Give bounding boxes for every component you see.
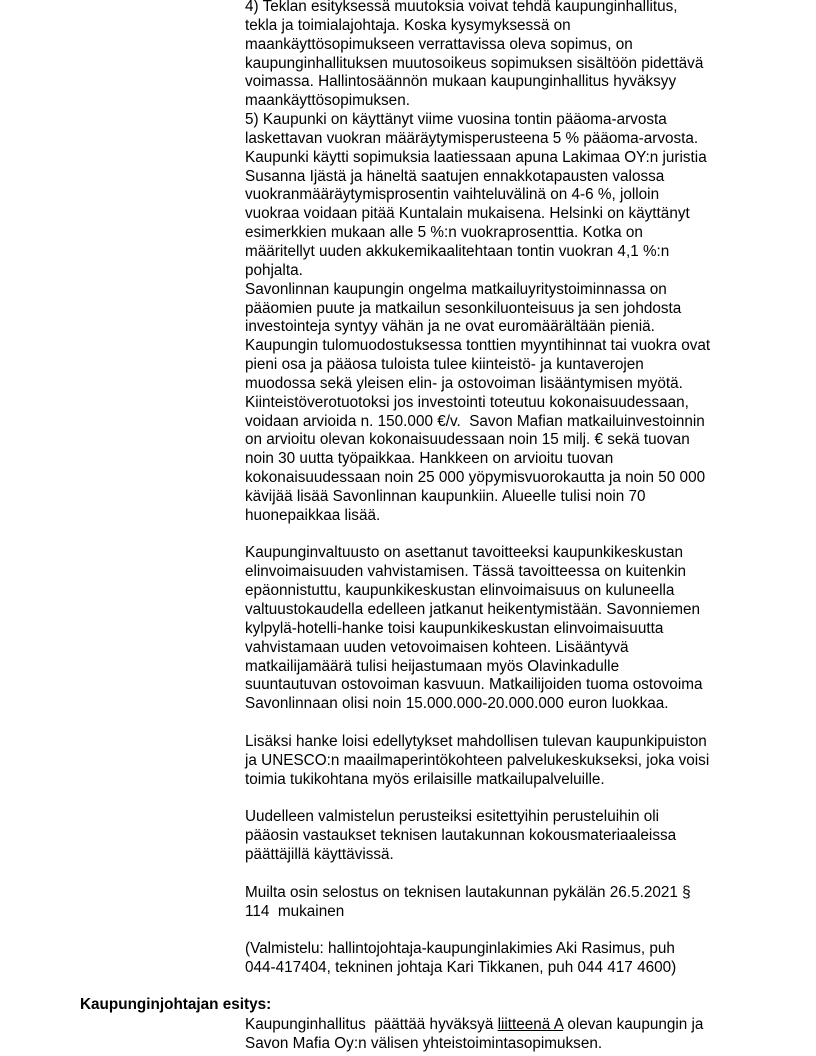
text-line: Uudelleen valmistelun perusteiksi esitettyihin perusteluihin oli: [245, 808, 660, 826]
text-line: investointeja syntyy vähän ja ne ovat euromäärältään pieniä.: [245, 318, 655, 336]
text-line: Muilta osin selostus on teknisen lautakunnan pykälän 26.5.2021 §: [245, 883, 691, 901]
text-line: Kaupungin tulomuodostuksessa tonttien myyntihinnat tai vuokra ovat: [245, 337, 711, 355]
paragraph-city-centre-vitality: [245, 544, 745, 714]
text-line: 044-417404, tekninen johtaja Kari Tikkanen, puh 044 417 4600): [245, 959, 677, 977]
text-line: laskettavan vuokran määräytymisperusteena 5 % pääoma-arvosta.: [245, 129, 699, 147]
paragraph-spacer: [245, 714, 745, 733]
document-body: [245, 0, 745, 978]
text-line: pieni osa ja pääosa tuloista tulee kiinteistö- ja kuntaverojen: [245, 356, 644, 374]
proposal-text-before-link: Kaupunginhallitus päättää hyväksyä: [245, 1016, 498, 1033]
text-line: on arvioitu olevan kokonaisuudessaan noin 15 milj. € sekä tuovan: [245, 431, 690, 449]
text-line: muodossa sekä yleisen elin- ja ostovoiman lisääntymisen myötä.: [245, 374, 683, 392]
paragraph-spacer: [245, 526, 745, 545]
text-line: pääosin vastaukset teknisen lautakunnan kokousmateriaaleissa: [245, 827, 677, 845]
text-line: Susanna Ijästä ja häneltä saatujen ennakkotapausten valossa: [245, 167, 665, 185]
text-line: huonepaikkaa lisää.: [245, 506, 381, 524]
text-line: Savonlinnan kaupungin ongelma matkailuyritystoiminnassa on: [245, 280, 667, 298]
proposal-text: [245, 1016, 745, 1054]
text-line: Savonlinnaan olisi noin 15.000.000-20.000.000 euron luokkaa.: [245, 695, 669, 713]
text-line: ja UNESCO:n maailmaperintökohteen palvelukeskukseksi, joka voisi: [245, 751, 710, 769]
text-line: Kaupunki käytti sopimuksia laatiessaan apuna Lakimaa OY:n juristia: [245, 148, 707, 166]
text-line: toimia tukikohtana myös erilaisille matkailupalveluille.: [245, 770, 605, 788]
text-line: 114 mukainen: [245, 902, 345, 920]
text-line: elinvoimaisuuden vahvistamisen. Tässä tavoitteessa on kuitenkin: [245, 563, 687, 581]
paragraph-unesco-service-centre: [245, 733, 745, 790]
text-line: 5) Kaupunki on käyttänyt viime vuosina tontin pääoma-arvosta: [245, 111, 667, 129]
text-line: pääomien puute ja matkailun sesonkiluonteisuus ja sen johdosta: [245, 299, 682, 317]
proposal-text-after-link: olevan kaupungin ja: [563, 1016, 704, 1033]
text-line: 4) Teklan esityksessä muutoksia voivat tehdä kaupunginhallitus,: [245, 0, 678, 15]
paragraph-reprocessing-grounds: [245, 808, 745, 865]
text-line: kylpylä-hotelli-hanke toisi kaupunkikeskustan elinvoimaisuutta: [245, 619, 664, 637]
text-line: kaupunginhallituksen muutosoikeus sopimuksen sisältöön pidettävä: [245, 54, 704, 72]
text-line: valtuustokaudella edelleen jatkanut heikentymistään. Savonniemen: [245, 601, 700, 618]
paragraph-spacer: [245, 789, 745, 808]
text-line: Lisäksi hanke loisi edellytykset mahdollisen tulevan kaupunkipuiston: [245, 732, 707, 750]
text-line: pohjalta.: [245, 261, 303, 279]
text-line: vuokraa voidaan pitää Kuntalain mukaisena. Helsinki on käyttänyt: [245, 205, 690, 223]
text-line: voidaan arvioida n. 150.000 €/v. Savon Mafian matkailuinvestoinnin: [245, 412, 705, 430]
text-line: määritellyt uuden akkukemikaalitehtaan tontin vuokran 4,1 %:n: [245, 242, 670, 260]
paragraph-preparation-contacts: [245, 940, 745, 978]
text-line: päättäjillä käyttävissä.: [245, 845, 394, 863]
text-line: matkailijamäärä tulisi heijastumaan myös Olavinkadulle: [245, 657, 620, 675]
text-line: maankäyttösopimukseen verrattavissa oleva sopimus, on: [245, 35, 633, 53]
text-line: Kiinteistöverotuotoksi jos investointi toteutuu kokonaisuudessaan,: [245, 393, 689, 411]
paragraph-technical-board-reference: [245, 884, 745, 922]
paragraph-spacer: [245, 865, 745, 884]
text-line: kokonaisuudessaan noin 25 000 yöpymisvuorokautta ja noin 50 000: [245, 469, 706, 487]
proposal-heading: Kaupunginjohtajan esitys:: [80, 996, 272, 1013]
text-line: esimerkkien mukaan alle 5 %:n vuokraprosenttia. Kotka on: [245, 224, 643, 242]
text-line: vuokranmääräytymisprosentin vaihteluvälinä on 4-6 %, jolloin: [245, 186, 660, 204]
text-line: kävijää lisää Savonlinnan kaupunkiin. Alueelle tulisi noin 70: [245, 487, 646, 505]
text-line: maankäyttösopimuksen.: [245, 92, 410, 110]
paragraph-clauses-4-5-and-economics: [245, 0, 745, 526]
text-line: voimassa. Hallintosäännön mukaan kaupunginhallitus hyväksyy: [245, 73, 677, 91]
text-line: epäonnistuttu, kaupunkikeskustan elinvoimaisuus on kuluneella: [245, 582, 675, 600]
text-line: suuntautuvan ostovoiman kasvuun. Matkailijoiden tuoma ostovoima: [245, 676, 703, 694]
text-line: tekla ja toimialajohtaja. Koska kysymyksessä on: [245, 16, 571, 34]
text-line: Kaupunginvaltuusto on asettanut tavoitteeksi kaupunkikeskustan: [245, 544, 683, 562]
text-line: noin 30 uutta työpaikkaa. Hankkeen on arvioitu tuovan: [245, 450, 614, 468]
text-line: (Valmistelu: hallintojohtaja-kaupunginlakimies Aki Rasimus, puh: [245, 940, 675, 958]
proposal-line: Savon Mafia Oy:n välisen yhteistoimintasopimuksen.: [245, 1034, 603, 1052]
proposal-line: [245, 1016, 745, 1035]
text-line: vahvistamaan uuden vetovoimaisen kohteen. Lisääntyvä: [245, 638, 629, 656]
attachment-a-link[interactable]: liitteenä A: [497, 1016, 564, 1033]
paragraph-spacer: [245, 921, 745, 940]
